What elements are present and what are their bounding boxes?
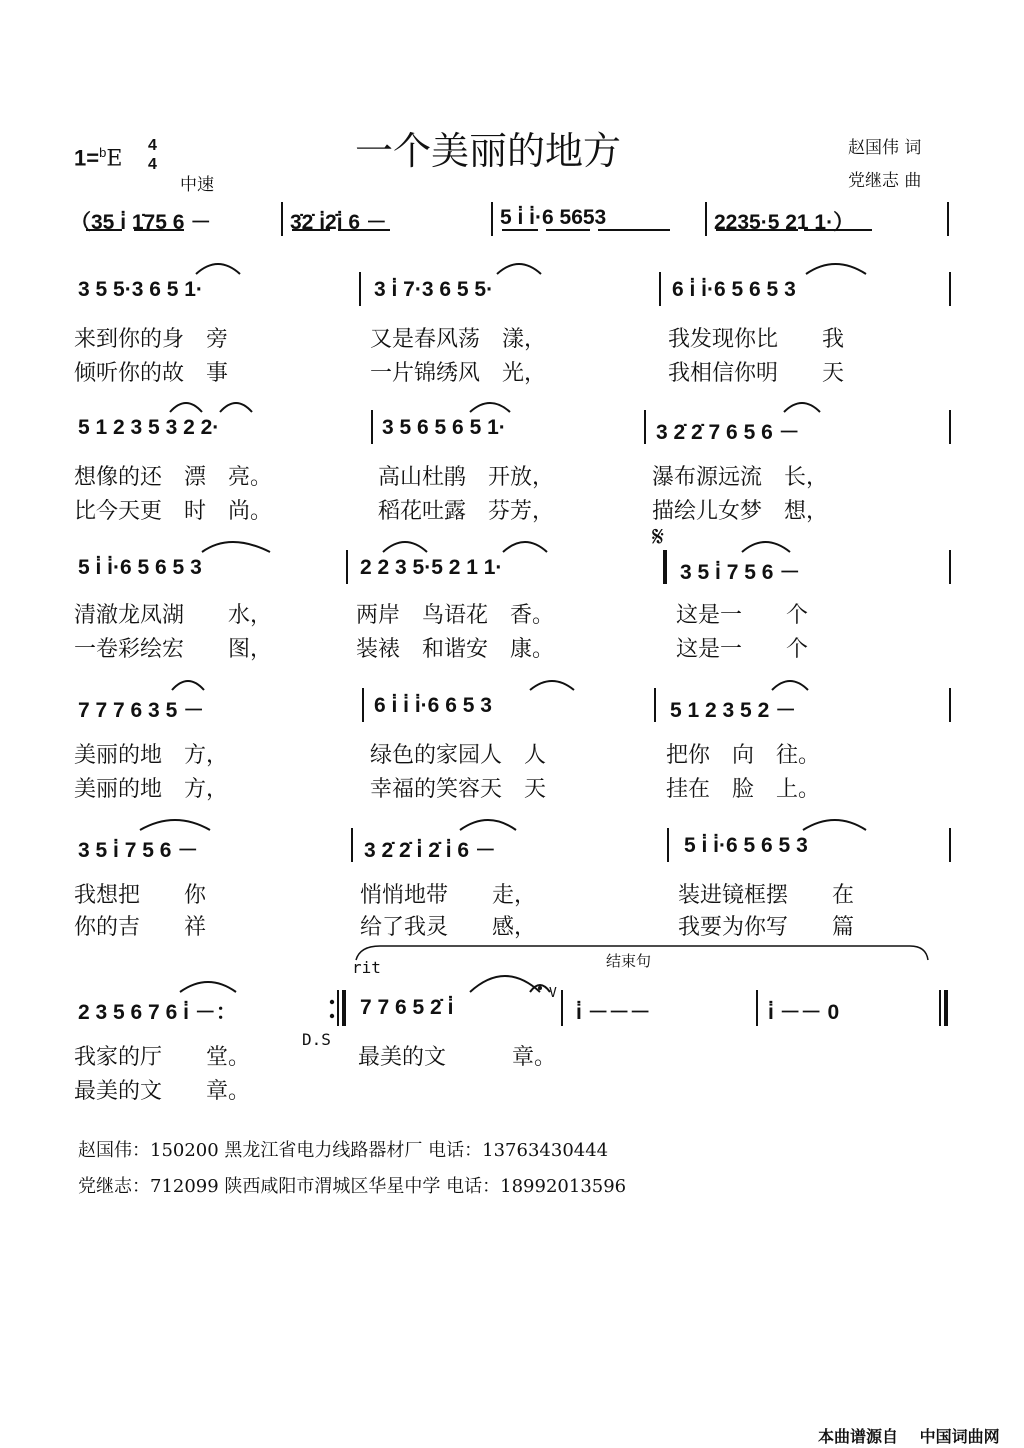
tie (220, 403, 252, 412)
tie (503, 542, 547, 552)
tie (202, 542, 270, 552)
lyric-line: 最美的文 章。 (74, 1079, 251, 1104)
tie (806, 264, 866, 274)
tie (460, 820, 516, 830)
time-top: 4 (148, 137, 157, 154)
lyric-line: 最美的文 章。 (358, 1045, 557, 1070)
measure-notes: i̇ －－－ (576, 1001, 651, 1024)
tie (530, 681, 574, 690)
contact-line-composer: 党继志：712099 陕西咸阳市渭城区华星中学 电话：18992013596 (78, 1176, 627, 1197)
measure-notes: 7 7 6 5 2̇ i̇ (360, 996, 454, 1019)
lyric-line: 一片锦绣风 光， (370, 361, 547, 386)
composer-credit: 党继志 曲 (848, 171, 922, 191)
tie (170, 403, 202, 412)
measure-notes: 3 2̇ 2̇ i̇ 2̇ i̇ 6 － (364, 839, 496, 862)
tie (803, 820, 866, 830)
lyric-line: 这是一 个 (676, 637, 809, 662)
lyric-line: 你的吉 祥 (74, 915, 207, 940)
measure-notes: i̇ －－ 0 (768, 1001, 840, 1024)
tie (772, 681, 808, 690)
lyric-line: 两岸 鸟语花 香。 (356, 603, 555, 628)
lyric-line: 美丽的地 方， (74, 777, 229, 802)
lyric-line: 来到你的身 旁 (74, 327, 229, 352)
lyric-line: 想像的还 漂 亮。 (74, 465, 273, 490)
tie (383, 542, 427, 552)
measure-notes: 3 5 5·3 6 5 1· (78, 278, 203, 301)
tie (140, 820, 210, 830)
lyric-line: 一卷彩绘宏 图， (74, 637, 273, 662)
lyric-line: 高山杜鹃 开放， (378, 465, 555, 490)
lyric-line: 装裱 和谐安 康。 (356, 637, 555, 662)
lyric-line: 瀑布源远流 长， (652, 465, 829, 490)
lyric-line: 悄悄地带 走， (360, 883, 537, 908)
tie (784, 403, 820, 412)
measure-notes: 3 5 6 5 6 5 1· (382, 416, 506, 439)
tie (196, 264, 240, 274)
measure-notes: 5 i̇ i̇·6 5 6 5 3 (78, 556, 202, 579)
lyric-line: 把你 向 往。 (666, 743, 821, 768)
fermata-dot (538, 986, 542, 990)
measure-notes: 3 5 i̇ 7 5 6 － (680, 561, 801, 584)
lyric-line: 描绘儿女梦 想， (652, 499, 829, 524)
contact-line-lyricist: 赵国伟：150200 黑龙江省电力线路器材厂 电话：13763430444 (78, 1140, 609, 1161)
measure-notes: 5 i̇ i̇·6 5 6 5 3 (684, 834, 808, 857)
measure-notes: 5 1 2 3 5 3 2 2· (78, 416, 220, 439)
ending-label: 结束句 (606, 952, 652, 970)
rit-marking: rit (352, 958, 381, 977)
lyric-line: 幸福的笑容天 天 (370, 777, 547, 802)
repeat-dot (330, 1000, 334, 1004)
flat-sign: b (99, 145, 107, 160)
time-bottom: 4 (148, 156, 157, 173)
lyric-line: 装进镜框摆 在 (678, 883, 855, 908)
measure-notes: 5 1 2 3 5 2 － (670, 699, 797, 722)
measure-notes: （35 i̇ 1̇75 6 － (70, 211, 212, 234)
tie (497, 264, 541, 274)
lyric-line: 稻花吐露 芬芳， (378, 499, 555, 524)
lyric-line: 我要为你写 篇 (678, 915, 855, 940)
tie (742, 542, 790, 552)
measure-notes: 5 i̇ i̇·6 5653 (500, 206, 607, 229)
tempo-marking: 中速 (180, 175, 214, 195)
breath-mark: V (549, 986, 557, 1001)
measure-notes: 6 i̇ i̇ i̇·6 6 5 3 (374, 694, 492, 717)
repeat-dot (330, 1014, 334, 1018)
song-title: 一个美丽的地方 (355, 129, 622, 173)
lyric-line: 我发现你比 我 (668, 327, 845, 352)
lyric-line: 比今天更 时 尚。 (74, 499, 273, 524)
measure-notes: 3 2̇ 2̇ 7 6 5 6 － (656, 421, 800, 444)
measure-notes: 6 i̇ i̇·6 5 6 5 3 (672, 278, 796, 301)
lyric-line: 倾听你的故 事 (74, 361, 229, 386)
lyric-line: 我家的厅 堂。 (74, 1045, 251, 1070)
lyric-line: 美丽的地 方， (74, 743, 229, 768)
measure-notes: 2 3 5 6 7 6 i̇ －： (78, 1001, 237, 1024)
ds-marking: D.S (302, 1030, 331, 1049)
tie (172, 681, 204, 690)
key-prefix: 1= (74, 145, 100, 171)
tie (180, 982, 236, 992)
source-credit: 本曲谱源自 中国词曲网 (818, 1427, 1000, 1446)
measure-notes: 7 7 7 6 3 5 － (78, 699, 205, 722)
measure-notes: 3 5 i̇ 7 5 6 － (78, 839, 199, 862)
tie (470, 976, 540, 992)
lyric-line: 我想把 你 (74, 883, 207, 908)
measure-notes: 2 2 3 5·5 2 1 1· (360, 556, 503, 579)
tie (470, 403, 510, 412)
lyric-line: 挂在 脸 上。 (666, 777, 821, 802)
measure-notes: 3̇2̇ i̇2̇i̇ 6 － (290, 211, 387, 234)
lyric-line: 绿色的家园人 人 (370, 743, 547, 768)
measure-notes: 3 i̇ 7·3 6 5 5· (374, 278, 494, 301)
lyric-line: 给了我灵 感， (360, 915, 537, 940)
measure-notes: 2235·5 21 1·） (714, 211, 855, 234)
segno-sign: 𝄋 (652, 520, 665, 553)
lyricist-credit: 赵国伟 词 (848, 138, 922, 158)
lyric-line: 这是一 个 (676, 603, 809, 628)
lyric-line: 清澈龙凤湖 水， (74, 603, 273, 628)
lyric-line: 我相信你明 天 (668, 361, 845, 386)
lyric-line: 又是春风荡 漾， (370, 327, 547, 352)
key-note: E (106, 146, 123, 172)
